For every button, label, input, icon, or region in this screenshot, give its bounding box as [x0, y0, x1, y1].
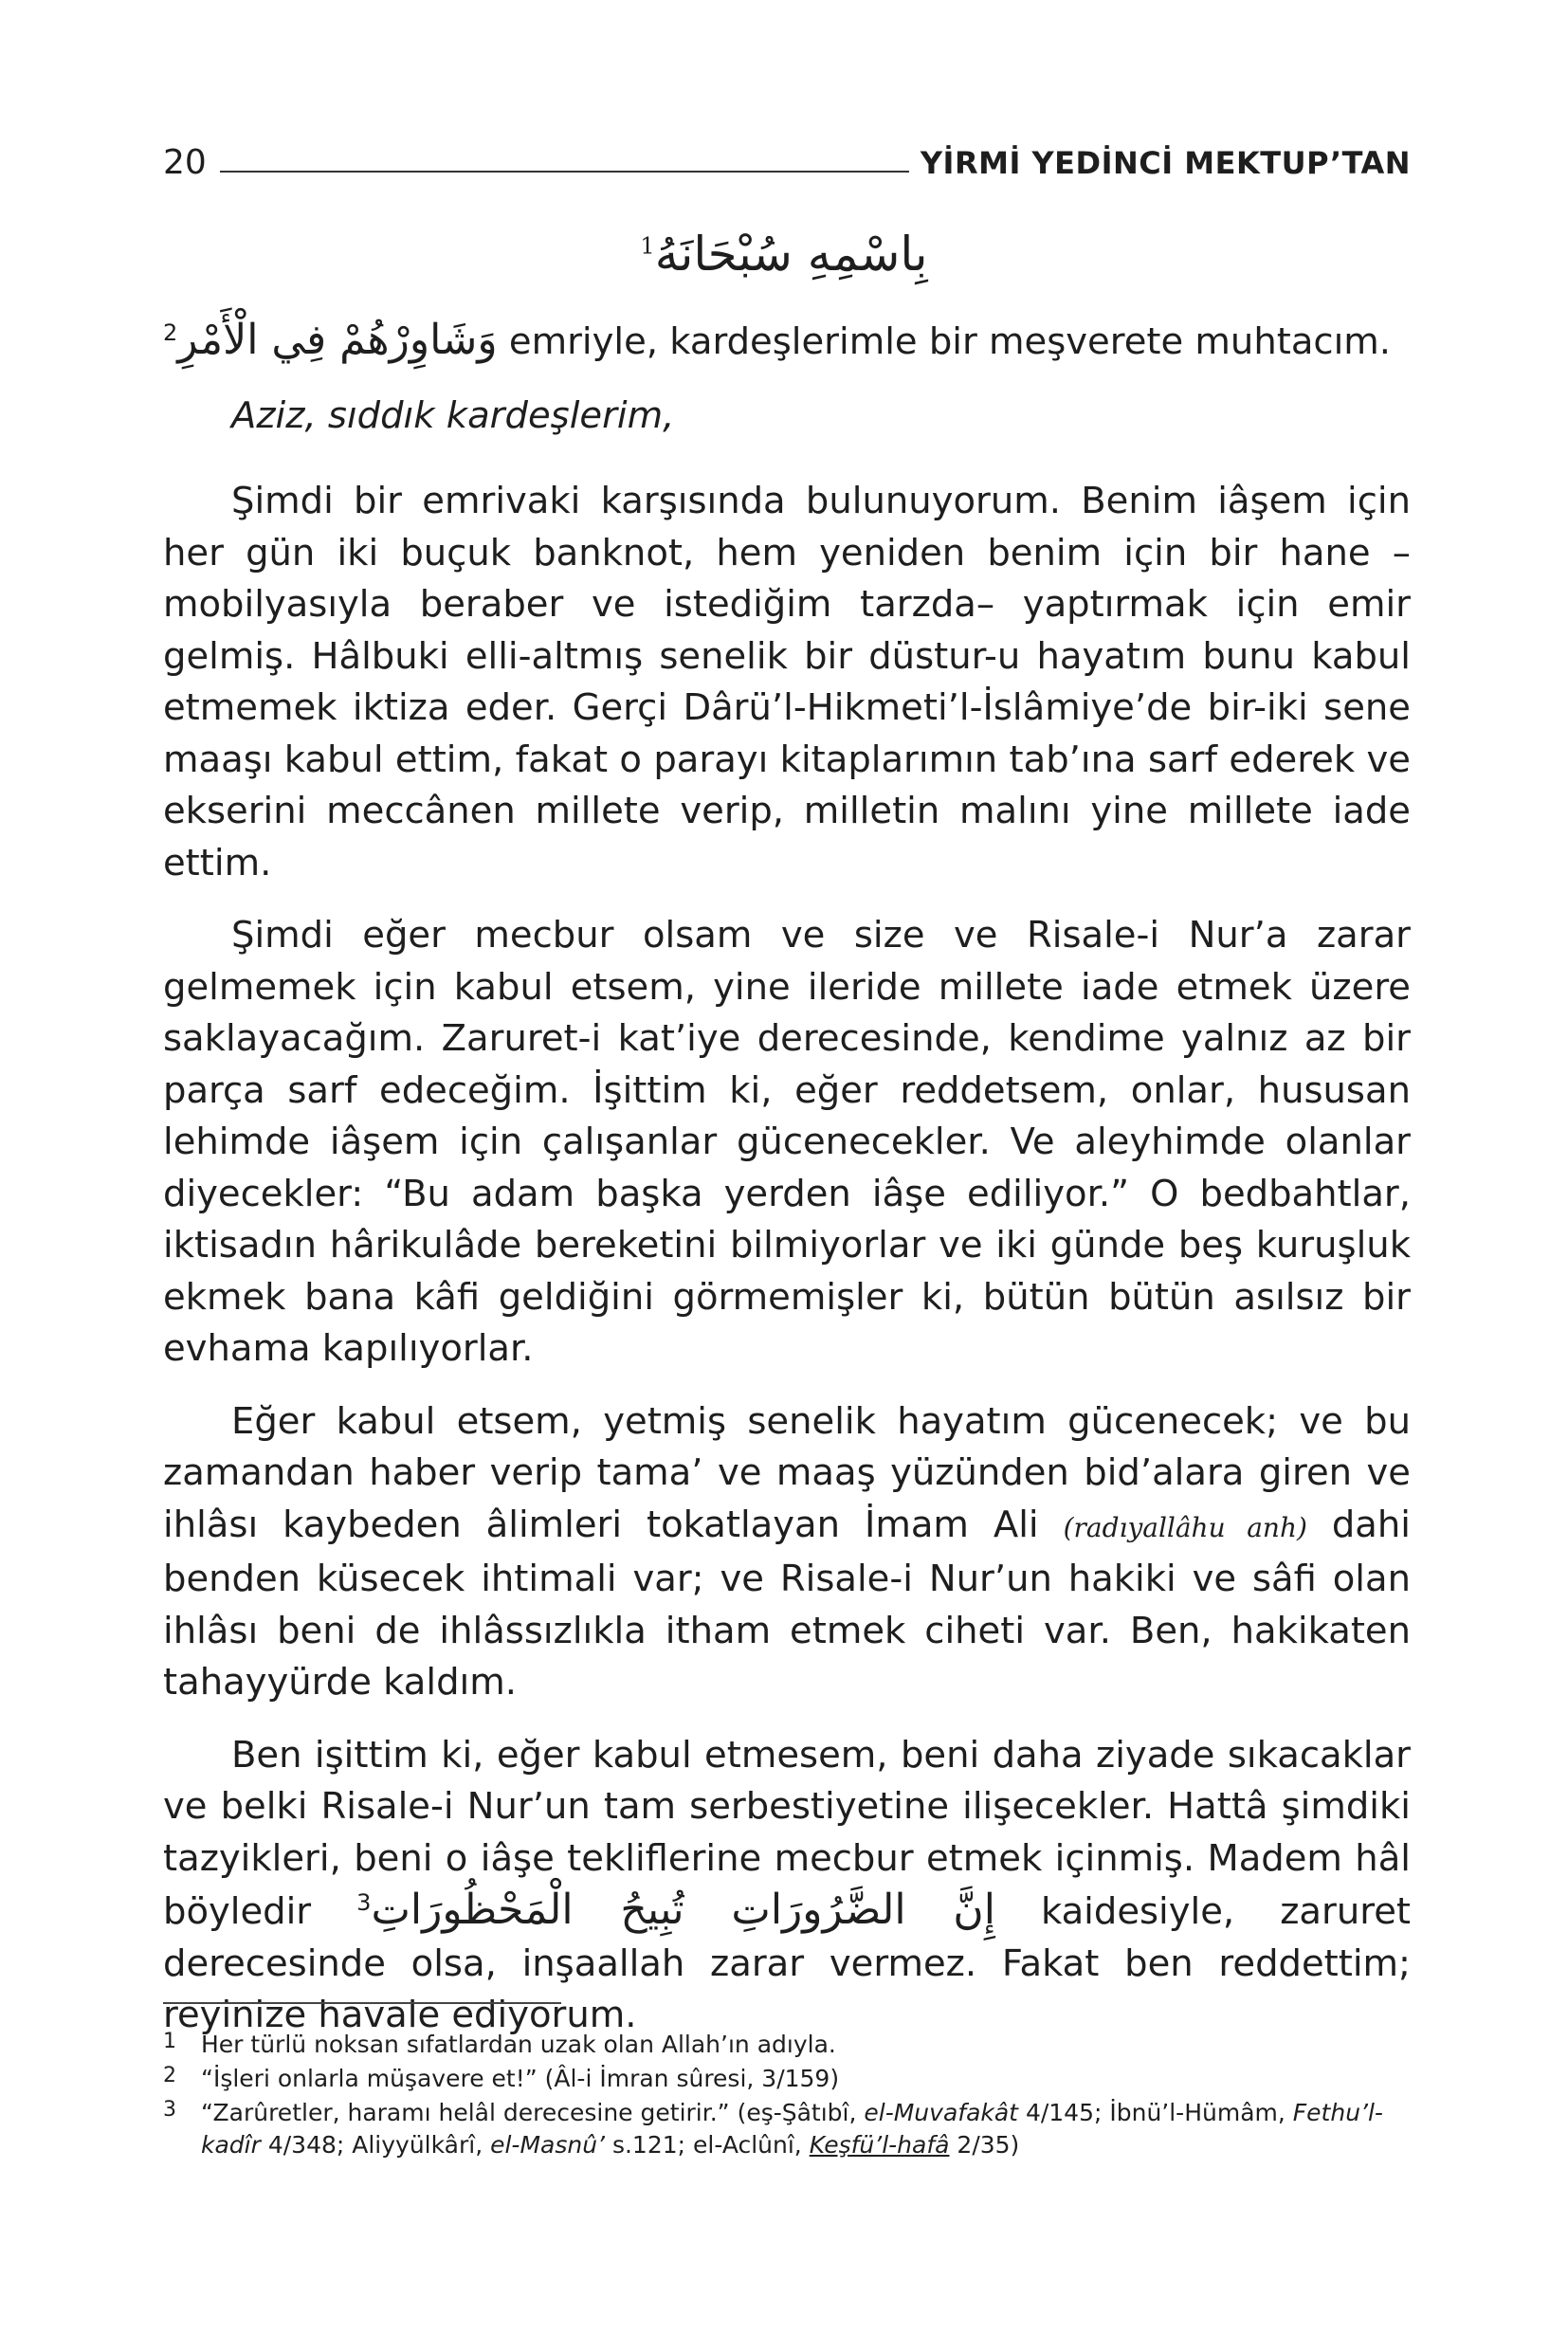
footnote-1 — [163, 2029, 1411, 2061]
footnote-number: 1 — [163, 2030, 176, 2053]
intro-line — [163, 315, 1411, 377]
paragraph-4-text-a: Ben işittim ki, eğer kabul etmesem, beni daha ziyade sıkacaklar ve belki Risale-i Nur’un tam serbestiyetine ilişecekler. Hattâ şimdiki tazyikleri, beni o iâşe tekliflerine mecbur etmek içinmiş. Madem hâl böyledir — [163, 1733, 1411, 1933]
paragraph-3-text-a: Eğer kabul etsem, yetmiş senelik hayatım gücenecek; ve bu zamandan haber verip tama’ ve maaş yüzünden bid’alara giren ve ihlâsı kaybeden âlimleri tokatlayan İmam Ali — [163, 1399, 1411, 1546]
intro-text: emriyle, kardeşlerimle bir meşverete muhtacım. — [497, 320, 1392, 363]
salutation: Aziz, sıddık kardeşlerim, — [231, 394, 675, 437]
footnote-3-part: s.121; el-Aclûnî, — [605, 2131, 810, 2159]
paragraph-4-arabic: إِنَّ الضَّرُورَاتِ تُبِيحُ الْمَحْظُورَاتِ — [371, 1886, 995, 1934]
paragraph-3-text-b: dahi benden küsecek ihtimali var; ve Risale-i Nur’un hakiki ve sâfi olan ihlâsı beni de ihlâssızlıkla itham etmek ciheti var. Ben, hakikaten tahayyürde kaldım. — [163, 1503, 1411, 1704]
footnote-text: “İşleri onlarla müşavere et!” (Âl-i İmran sûresi, 3/159) — [201, 2065, 840, 2092]
footnote-text — [201, 2097, 1411, 2161]
footnote-number: 3 — [163, 2098, 176, 2122]
footnote-3-source-title: el-Muvafakât — [864, 2099, 1018, 2126]
footnote-3 — [163, 2097, 1411, 2161]
basmala-arabic: بِاسْمِهِ سُبْحَانَهُ — [654, 227, 928, 282]
footnote-rule — [163, 2002, 561, 2004]
main-text — [163, 315, 1411, 2042]
footnote-3-part: 4/145; İbnü’l-Hümâm, — [1018, 2099, 1293, 2126]
honorific: (radıyallâhu anh) — [1063, 1511, 1307, 1543]
footnote-3-source-title: Keşfü’l-hafâ — [809, 2131, 950, 2159]
page-header — [163, 135, 1411, 182]
footnote-3-source-title: Fethu’l-kadîr — [201, 2099, 1383, 2159]
paragraph-3 — [163, 1396, 1411, 1709]
footnotes — [163, 2002, 1411, 2163]
footnote-3-part: 4/348; Aliyyülkârî, — [260, 2131, 491, 2159]
paragraph-2: Şimdi eğer mecbur olsam ve size ve Risale-i Nur’a zarar gelmemek için kabul etsem, yine ileride millete iade etmek üzere saklayacağım. Zaruret-i kat’iye derecesinde, kendime yalnız az bir parça sarf edeceğim. İşittim ki, eğer reddetsem, onlar, hususan lehimde iâşem için çalışanlar gücenecekler. Ve aleyhimde olanlar diyecekler: “Bu adam başka yerden iâşe ediliyor.” O bedbahtlar, iktisadın hârikulâde bereketini bilmiyorlar ve iki günde beş kuruşluk ekmek bana kâfi geldiğini görmemişler ki, bütün bütün asılsız bir evhama kapılıyorlar. — [163, 914, 1411, 1370]
footnote-2 — [163, 2063, 1411, 2095]
running-title: YİRMİ YEDİNCİ MEKTUP’TAN — [920, 145, 1411, 181]
paragraph-4 — [163, 1730, 1411, 2042]
footnote-ref-3: 3 — [356, 1889, 372, 1917]
paragraph-1: Şimdi bir emrivaki karşısında bulunuyorum. Benim iâşem için her gün iki buçuk banknot, hem yeniden benim için bir hane –mobilyasıyla beraber ve istediğim tarzda– yaptırmak için emir gelmiş. Hâlbuki elli-altmış senelik bir düstur-u hayatım bunu kabul etmemek iktiza eder. Gerçi Dârü’l-Hikmeti’l-İslâmiye’de bir-iki sene maaşı kabul ettim, fakat o parayı kitaplarımın tab’ına sarf ederek ve ekserini meccânen millete verip, milletin malını yine millete iade ettim. — [163, 480, 1411, 884]
footnote-3-part: “Zarûretler, haramı helâl derecesine getirir.” (eş-Şâtıbî, — [201, 2099, 865, 2126]
footnote-3-source-title: el-Masnû’ — [490, 2131, 606, 2159]
basmala — [0, 226, 1568, 282]
header-rule — [220, 171, 909, 173]
footnote-ref-1: 1 — [640, 232, 655, 260]
paragraph-4-text-b: kaidesiyle, zaruret derecesinde olsa, inşaallah zarar vermez. Fakat ben reddettim; reyinize havale ediyorum. — [163, 1890, 1411, 2036]
footnote-3-part: 2/35) — [949, 2131, 1020, 2159]
footnote-ref-2: 2 — [163, 319, 178, 347]
footnote-number: 2 — [163, 2064, 176, 2087]
footnote-text: Her türlü noksan sıfatlardan uzak olan Allah’ın adıyla. — [201, 2031, 836, 2058]
intro-arabic: وَشَاوِرْهُمْ فِي الْأَمْرِ — [177, 316, 498, 364]
page-number: 20 — [163, 143, 207, 182]
